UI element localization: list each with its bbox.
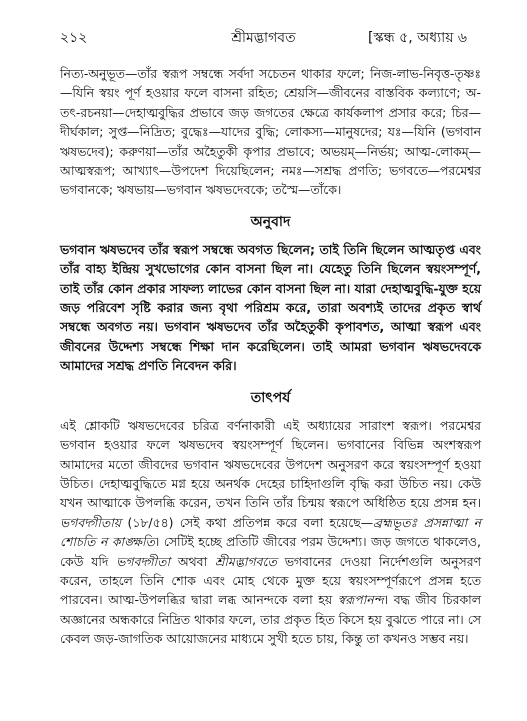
purport-text-5: ভগবানের দেওয়া নির্দেশগুলি অনুসরণ করেন, তাহলে তিনি শোক এবং মোহ থেকে মুক্ত হয়ে স্বয়ংসম্পূর্ণরূপে প্রসন্ন হতে পারবেন। আত্ম-উপলব্ধির দ্বারা লব্ধ আনন্দকে বলা হয় — [60, 553, 482, 608]
purport-text-6: । বদ্ধ জীব চিরকাল অজ্ঞানের অন্ধকারে নিদ্রিত থাকার ফলে, তার প্রকৃত হিত কিসে হয় বুঝতে পারে না। সে কেবল জড়-জাগতিক আয়োজনের মাধ্যমে সুখী হতে চায়, কিন্তু তা কখনও সম্ভব নয়। — [60, 592, 481, 647]
translation-heading: অনুবাদ — [250, 213, 291, 230]
purport-paragraph — [60, 416, 481, 649]
purport-work-title-gita-2: ভগবদ্গীতা — [116, 553, 171, 569]
purport-text-2: (১৮/৫৪) সেই কথা প্রতিপন্ন করে বলা হয়েছে— — [121, 514, 374, 530]
translation-paragraph: ভগবান ঋষভদেব তাঁর স্বরূপ সম্বন্ধে অবগত ছিলেন; তাই তিনি ছিলেন আত্মতৃপ্ত এবং তাঁর বাহ্য ইন্দ্রিয় সুখভোগের কোন বাসনা ছিল না। যেহেতু তিনি ছিলেন স্বয়ংসম্পূর্ণ, তাই তাঁর কোন প্রকার সাফল্য লাভের কোন বাসনা ছিল না। যারা দেহাত্মবুদ্ধি-যুক্ত হয়ে জড় পরিবেশ সৃষ্টি করার জন্য বৃথা পরিশ্রম করে, তারা অবশ্যই তাদের প্রকৃত স্বার্থ সম্বন্ধে অবগত নয়। ভগবান ঋষভদেব তাঁর অহৈতুকী কৃপাবশত, আত্মা স্বরূপ এবং জীবনের উদ্দেশ্য সম্বন্ধে শিক্ষা দান করেছিলেন। তাই আমরা ভগবান ঋষভদেবকে আমাদের সশ্রদ্ধ প্রণতি নিবেদন করি। — [60, 241, 481, 374]
purport-text-1: এই শ্লোকটি ঋষভদেবের চরিত্র বর্ণনাকারী এই অধ্যায়ের সারাংশ স্বরূপ। পরমেশ্বর ভগবান হওয়ার ফলে ঋষভদেব স্বয়ংসম্পূর্ণ ছিলেন। ভগবানের বিভিন্ন অংশস্বরূপ আমাদের মতো জীবদের ভগবান ঋষভদেবের উপদেশ অনুসরণ করে স্বয়ংসম্পূর্ণ হওয়া উচিত। দেহাত্মবুদ্ধিতে মগ্ন হয়ে অনর্থক দেহের চাহিদাগুলি বৃদ্ধি করা উচিত নয়। কেউ যখন আত্মাকে উপলব্ধি করেন, তখন তিনি তাঁর চিন্ময় স্বরূপে অধিষ্ঠিত হয়ে প্রসন্ন হন। — [60, 417, 481, 511]
purport-text-4: অথবা — [170, 553, 216, 569]
purport-quote: ব্রহ্মভূতঃ প্রসন্নাত্মা ন শোচতি ন কাঙ্ক্ষতি — [60, 514, 481, 550]
purport-work-title-bhagavatam: শ্রীমদ্ভাগবতে — [215, 553, 277, 569]
page-body — [60, 64, 481, 649]
purport-work-title-gita: ভগবদ্গীতায় — [60, 514, 122, 530]
purport-heading: তাৎপর্য — [250, 389, 291, 406]
purport-text-3: । সেটিই হচ্ছে প্রতিটি জীবের পরম উদ্দেশ্য। জড় জগতে থাকলেও, কেউ যদি — [60, 534, 481, 569]
purport-term: স্বরূপানন্দ — [337, 592, 384, 608]
page-number: ২১২ — [60, 30, 88, 46]
book-title: শ্রীমদ্ভাগবত — [231, 30, 296, 46]
page-header — [60, 26, 467, 48]
canto-chapter-reference: [স্কন্ধ ৫, অধ্যায় ৬ — [368, 30, 467, 46]
synonyms-paragraph: নিত্য-অনুভূত—তাঁর স্বরূপ সম্বন্ধে সর্বদা সচেতন থাকার ফলে; নিজ-লাভ-নিবৃত্ত-তৃষ্ণঃ—যিনি স্বয়ং পূর্ণ হওয়ার ফলে বাসনা রহিত; শ্রেয়সি—জীবনের বাস্তবিক কল্যাণে; অ-তৎ-রচনয়া—দেহাত্মবুদ্ধির প্রভাবে জড় জগতের ক্ষেত্রে কার্যকলাপ প্রসার করে; চির—দীর্ঘকাল; সুপ্ত—নিদ্রিত; বুদ্ধেঃ—যাদের বুদ্ধি; লোকস্য—মানুষদের; যঃ—যিনি (ভগবান ঋষভদেব); করুণয়া—তাঁর অহৈতুকী কৃপার প্রভাবে; অভয়ম্—নির্ভয়; আত্ম-লোকম্—আত্মস্বরূপ; আখ্যাৎ—উপদেশ দিয়েছিলেন; নমঃ—সশ্রদ্ধ প্রণতি; ভগবতে—পরমেশ্বর ভগবানকে; ঋষভায়—ভগবান ঋষভদেবকে; তস্মৈ—তাঁকে। — [60, 66, 481, 198]
